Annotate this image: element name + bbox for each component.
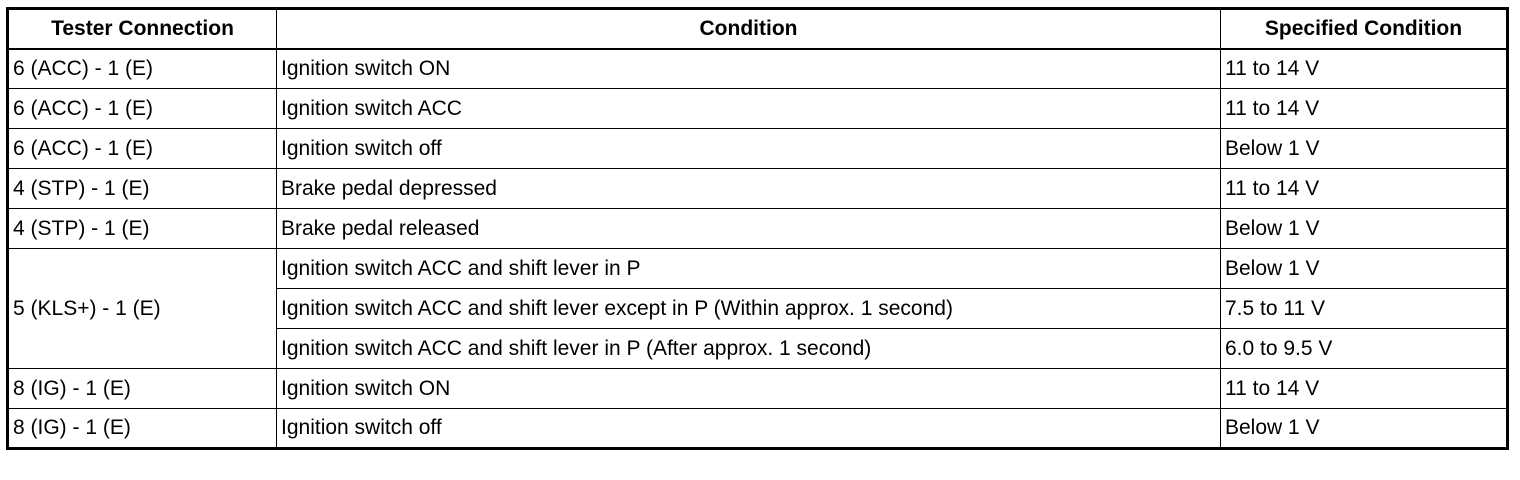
specified-condition-cell: 11 to 14 V (1221, 169, 1508, 209)
table-row (8, 49, 1508, 89)
condition-cell: Ignition switch ACC (277, 89, 1221, 129)
header-tester-connection: Tester Connection (8, 9, 277, 49)
condition-cell: Ignition switch ACC and shift lever except in P (Within approx. 1 second) (277, 289, 1221, 329)
specified-condition-cell: 6.0 to 9.5 V (1221, 329, 1508, 369)
table-row (8, 209, 1508, 249)
specified-condition-cell: Below 1 V (1221, 409, 1508, 449)
table-body (8, 49, 1508, 449)
specified-condition-cell: Below 1 V (1221, 249, 1508, 289)
tester-connection-cell: 8 (IG) - 1 (E) (8, 369, 277, 409)
tester-connection-cell: 4 (STP) - 1 (E) (8, 209, 277, 249)
specified-condition-cell: 7.5 to 11 V (1221, 289, 1508, 329)
condition-cell: Brake pedal depressed (277, 169, 1221, 209)
table-row (8, 169, 1508, 209)
specified-condition-cell: 11 to 14 V (1221, 369, 1508, 409)
table-row (8, 409, 1508, 449)
specified-condition-cell: 11 to 14 V (1221, 89, 1508, 129)
condition-cell: Ignition switch ACC and shift lever in P (After approx. 1 second) (277, 329, 1221, 369)
table-row (8, 369, 1508, 409)
tester-connection-cell: 6 (ACC) - 1 (E) (8, 129, 277, 169)
condition-cell: Ignition switch ON (277, 369, 1221, 409)
tester-connection-cell: 4 (STP) - 1 (E) (8, 169, 277, 209)
table-row (8, 249, 1508, 289)
tester-connection-cell: 6 (ACC) - 1 (E) (8, 49, 277, 89)
table-header-row (8, 9, 1508, 49)
table-row (8, 129, 1508, 169)
header-condition: Condition (277, 9, 1221, 49)
condition-cell: Brake pedal released (277, 209, 1221, 249)
tester-connection-cell: 6 (ACC) - 1 (E) (8, 89, 277, 129)
condition-cell: Ignition switch ACC and shift lever in P (277, 249, 1221, 289)
condition-cell: Ignition switch off (277, 409, 1221, 449)
header-specified-condition: Specified Condition (1221, 9, 1508, 49)
specified-condition-cell: 11 to 14 V (1221, 49, 1508, 89)
table-row (8, 89, 1508, 129)
condition-cell: Ignition switch off (277, 129, 1221, 169)
specification-table (6, 7, 1509, 450)
condition-cell: Ignition switch ON (277, 49, 1221, 89)
tester-connection-cell: 5 (KLS+) - 1 (E) (8, 249, 277, 369)
specified-condition-cell: Below 1 V (1221, 209, 1508, 249)
specified-condition-cell: Below 1 V (1221, 129, 1508, 169)
tester-connection-cell: 8 (IG) - 1 (E) (8, 409, 277, 449)
